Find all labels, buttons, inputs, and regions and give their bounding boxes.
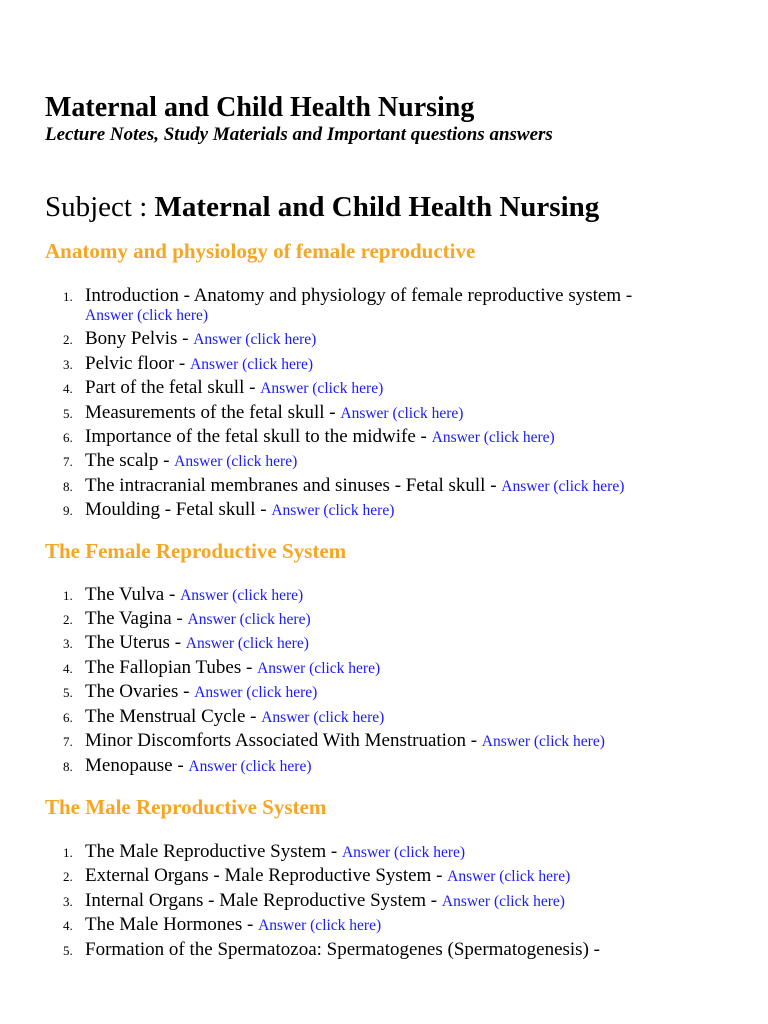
list-item-number: 1. [63,844,73,860]
list-item-number: 8. [63,478,73,494]
list-item [45,498,768,522]
list-item-number: 7. [63,734,73,750]
list-item-text: Importance of the fetal skull to the midwife - [85,426,432,448]
list-item-text: Minor Discomforts Associated With Menstruation - [85,730,482,752]
list-item-number: 4. [63,381,73,397]
list-item-text: Bony Pelvis - [85,328,194,350]
list-item [45,729,768,753]
list-item-text: The Vulva - [85,583,181,605]
list-item [45,705,768,729]
list-item [45,401,768,425]
list-item [45,889,768,913]
answer-link[interactable]: Answer (click here) [193,331,317,349]
list-item [45,840,768,864]
list-item-text: The intracranial membranes and sinuses - Fetal skull - [85,474,502,496]
list-item-text: Moulding - Fetal skull - [85,499,272,521]
answer-link[interactable]: Answer (click here) [188,757,312,775]
list-item-number: 6. [63,430,73,446]
list-item-number: 5. [63,405,73,421]
answer-link[interactable]: Answer (click here) [341,843,466,861]
list-item-text: The Fallopian Tubes - [85,656,258,678]
list-item [45,425,768,449]
list-item [45,583,768,607]
list-item-number: 2. [63,332,73,348]
list-item [45,680,768,704]
answer-link[interactable]: Answer (click here) [340,404,464,422]
list-item-text: The Menstrual Cycle - [85,705,262,727]
list-item-number: 4. [63,918,73,934]
list-item [45,754,768,778]
subject-name: Maternal and Child Health Nursing [154,191,600,223]
list-item-number: 3. [63,893,73,909]
list-item-number: 2. [63,869,73,885]
list-item-number: 3. [63,636,73,652]
list-item-number: 5. [63,942,73,958]
answer-link[interactable]: Answer (click here) [257,659,381,677]
list-item-number: 7. [63,454,73,470]
list-item-number: 6. [63,709,73,725]
answer-link[interactable]: Answer (click here) [194,684,318,702]
list-item [45,607,768,631]
list-item-text: Menopause - [85,754,189,776]
list-item-text: The Vagina - [85,608,188,630]
list-item [45,474,768,498]
list-item [45,631,768,655]
answer-link[interactable]: Answer (click here) [431,429,555,447]
list-item-text: The Male Hormones - [85,914,259,936]
list-item-text: Internal Organs - Male Reproductive System - [85,889,442,911]
list-item [45,938,768,961]
list-item-text: Measurements of the fetal skull - [85,401,341,423]
answer-link[interactable]: Answer (click here) [85,307,209,325]
answer-link[interactable]: Answer (click here) [190,355,314,373]
section-heading-female-anatomy: Anatomy and physiology of female reproductive [45,239,476,263]
list-item-number: 9. [63,503,73,519]
answer-link[interactable]: Answer (click here) [258,917,382,935]
list-item [45,913,768,937]
answer-link[interactable]: Answer (click here) [501,477,625,495]
list-item-text: The Ovaries - [85,681,195,703]
list-item-text: Part of the fetal skull - [85,377,261,399]
section-heading-male-reproductive: The Male Reproductive System [45,794,327,819]
subject-line [45,190,768,224]
answer-link[interactable]: Answer (click here) [180,586,304,604]
list-item-text: External Organs - Male Reproductive System - [85,865,448,887]
answer-link[interactable]: Answer (click here) [271,502,395,520]
answer-link[interactable]: Answer (click here) [441,892,565,910]
topic-list-male-reproductive [45,840,768,961]
list-item-number: 8. [63,758,73,774]
answer-link[interactable]: Answer (click here) [187,611,311,629]
list-item-number: 1. [63,587,73,603]
list-item-text: The Male Reproductive System - [85,840,342,862]
answer-link[interactable]: Answer (click here) [261,708,385,726]
list-item-number: 2. [63,612,73,628]
topic-list-female-anatomy [45,284,768,523]
answer-link[interactable]: Answer (click here) [447,868,571,886]
list-item [45,284,768,325]
list-item [45,352,768,376]
list-item [45,864,768,888]
list-item-number: 3. [63,356,73,372]
list-item-number: 5. [63,685,73,701]
topic-list-female-reproductive [45,583,768,778]
list-item [45,376,768,400]
answer-link[interactable]: Answer (click here) [481,733,605,751]
page-title: Maternal and Child Health Nursing [45,92,475,123]
subject-label: Subject : [45,191,155,223]
list-item-text: The scalp - [85,450,175,472]
list-item-text: Pelvic floor - [85,352,191,374]
list-item-text: The Uterus - [85,632,186,654]
answer-link[interactable]: Answer (click here) [185,635,309,653]
list-item-number: 1. [63,289,73,304]
list-item [45,449,768,473]
list-item-text: Formation of the Spermatozoa: Spermatogenes (Spermatogenesis) - [85,938,600,960]
list-item [45,327,768,351]
list-item [45,656,768,680]
answer-link[interactable]: Answer (click here) [174,453,298,471]
list-item-number: 4. [63,660,73,676]
answer-link[interactable]: Answer (click here) [260,380,384,398]
list-item-text: Introduction - Anatomy and physiology of female reproductive system - [85,285,633,306]
page-subtitle: Lecture Notes, Study Materials and Important questions answers [45,124,553,145]
section-heading-female-reproductive: The Female Reproductive System [45,538,347,563]
